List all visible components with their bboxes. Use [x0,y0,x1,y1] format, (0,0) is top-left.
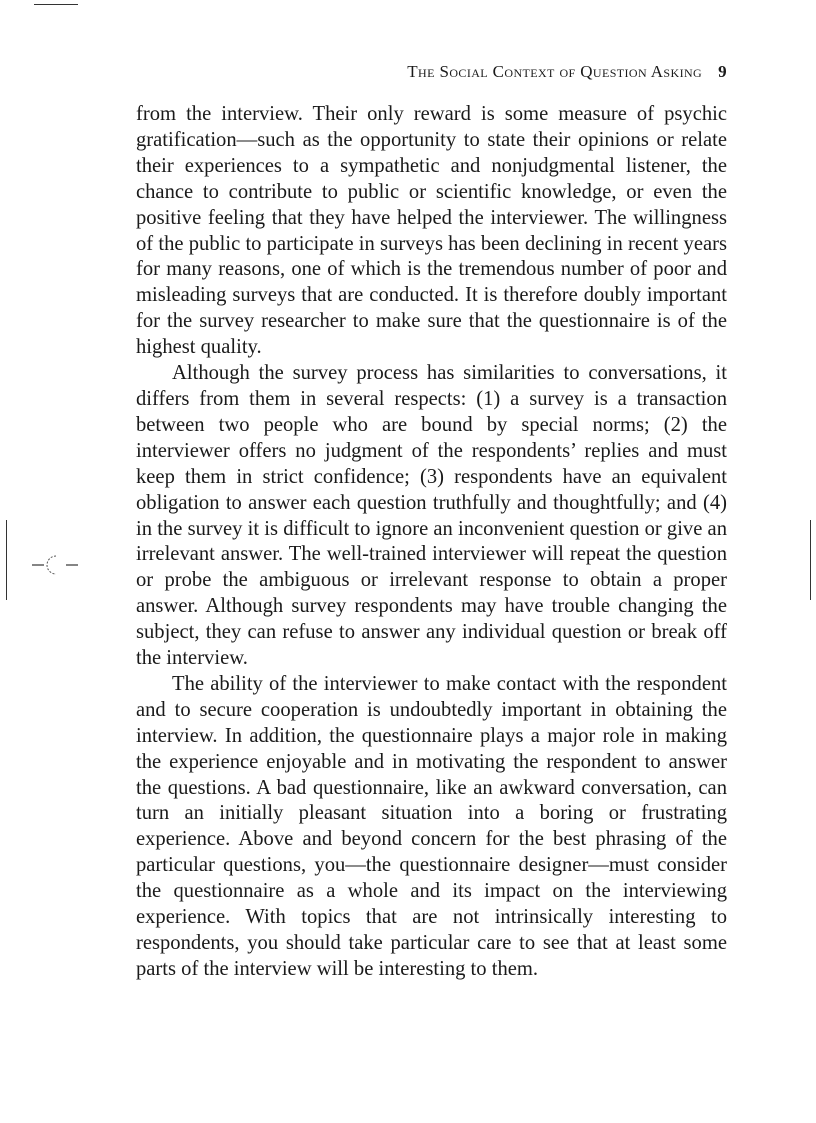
registration-mark-icon [30,550,90,580]
body-text [136,102,727,983]
crop-mark-top [34,4,78,5]
running-title: The Social Context of Question Asking [407,62,703,81]
paragraph-2: Although the survey process has similarities to conversations, it differs from them in several respects: (1) a survey is a transaction between two people who are bound by special norms; (2) the interviewer offers no judgment of the respondents’ replies and must keep them in strict confidence; (3) respondents have an equivalent obligation to answer each question truthfully and thoughtfully; and (4) in the survey it is difficult to ignore an inconvenient question or give an irrelevant answer. The well-trained interviewer will repeat the question or probe the ambiguous or irrelevant response to obtain a proper answer. Although survey respondents may have trouble changing the subject, they can refuse to answer any individual question or break off the interview. [136,362,727,670]
page-number: 9 [718,62,727,81]
crop-mark-right [810,520,811,600]
paragraph-3: The ability of the interviewer to make contact with the respondent and to secure cooperation is undoubtedly important in obtaining the interview. In addition, the questionnaire plays a major role in making the experience enjoyable and in motivating the respondent to answer the questions. A bad questionnaire, like an awkward conversation, can turn an initially pleasant situation into a boring or frustrating experience. Above and beyond concern for the best phrasing of the particular questions, you—the questionnaire designer—must consider the questionnaire as a whole and its impact on the interviewing experience. With topics that are not intrinsically interesting to respondents, you should take particular care to see that at least some parts of the interview will be interesting to them. [136,672,727,980]
running-head [136,62,727,82]
paragraph-1: from the interview. Their only reward is some measure of psychic gratification—such as the opportunity to state their opinions or relate their experiences to a sympathetic and nonjudgmental listener, the chance to contribute to public or scientific knowledge, or even the positive feeling that they have helped the interviewer. The willingness of the public to participate in surveys has been declining in recent years for many reasons, one of which is the tremendous number of poor and misleading surveys that are conducted. It is therefore doubly important for the survey researcher to make sure that the questionnaire is of the highest quality. [136,103,727,359]
crop-mark-left [6,520,7,600]
